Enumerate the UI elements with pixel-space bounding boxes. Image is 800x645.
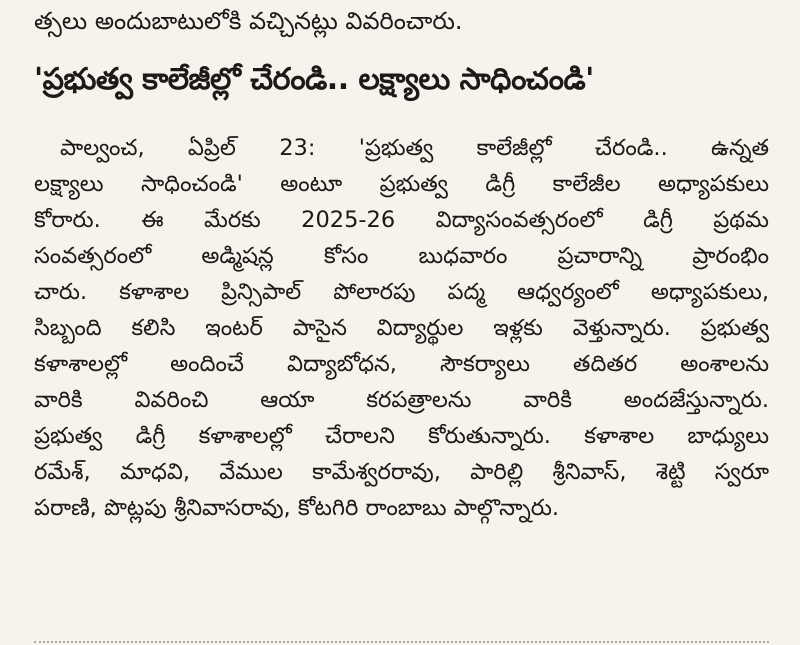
- body-line: పాల్వంచ, ఏప్రిల్ 23: 'ప్రభుత్వ కాలేజీల్లో చేరండి.. ఉన్నత: [60, 135, 769, 161]
- article-body: [34, 130, 769, 526]
- body-line: కోరారు. ఈ మేరకు 2025-26 విద్యాసంవత్సరంలో డిగ్రీ ప్రథమ: [34, 207, 769, 233]
- previous-article-tail: త్సలు అందుబాటులోకి వచ్చినట్లు వివరించారు.: [34, 7, 463, 35]
- next-article-edge: [34, 641, 769, 645]
- body-line: వారికి వివరించి ఆయా కరపత్రాలను వారికి అందజేస్తున్నారు.: [34, 387, 769, 413]
- body-line: కళాశాలల్లో అందించే విద్యాబోధన, సౌకర్యాలు తదితర అంశాలను: [34, 351, 769, 377]
- body-line: పరాణి, పొట్లపు శ్రీనివాసరావు, కోటగిరి రాంబాబు పాల్గొన్నారు.: [34, 495, 560, 521]
- body-line: రమేశ్, మాధవి, వేముల కామేశ్వరరావు, పారిల్లి శ్రీనివాస్, శెట్టి స్వరూ: [34, 459, 769, 485]
- body-line: సంవత్సరంలో అడ్మిషన్ల కోసం బుధవారం ప్రచారాన్ని ప్రారంభిం: [34, 243, 769, 269]
- body-line: సిబ్బంది కలిసి ఇంటర్ పాసైన విద్యార్థుల ఇళ్లకు వెళ్తున్నారు. ప్రభుత్వ: [34, 315, 769, 341]
- body-line: లక్ష్యాలు సాధించండి' అంటూ ప్రభుత్వ డిగ్రీ కాలేజీల అధ్యాపకులు: [34, 171, 769, 197]
- article-headline: 'ప్రభుత్వ కాలేజీల్లో చేరండి.. లక్ష్యాలు సాధించండి': [34, 62, 594, 97]
- body-line: ప్రభుత్వ డిగ్రీ కళాశాలల్లో చేరాలని కోరుతున్నారు. కళాశాల బాధ్యులు: [34, 423, 769, 449]
- body-line: చారు. కళాశాల ప్రిన్సిపాల్ పోలారపు పద్మ ఆధ్వర్యంలో అధ్యాపకులు,: [34, 279, 769, 305]
